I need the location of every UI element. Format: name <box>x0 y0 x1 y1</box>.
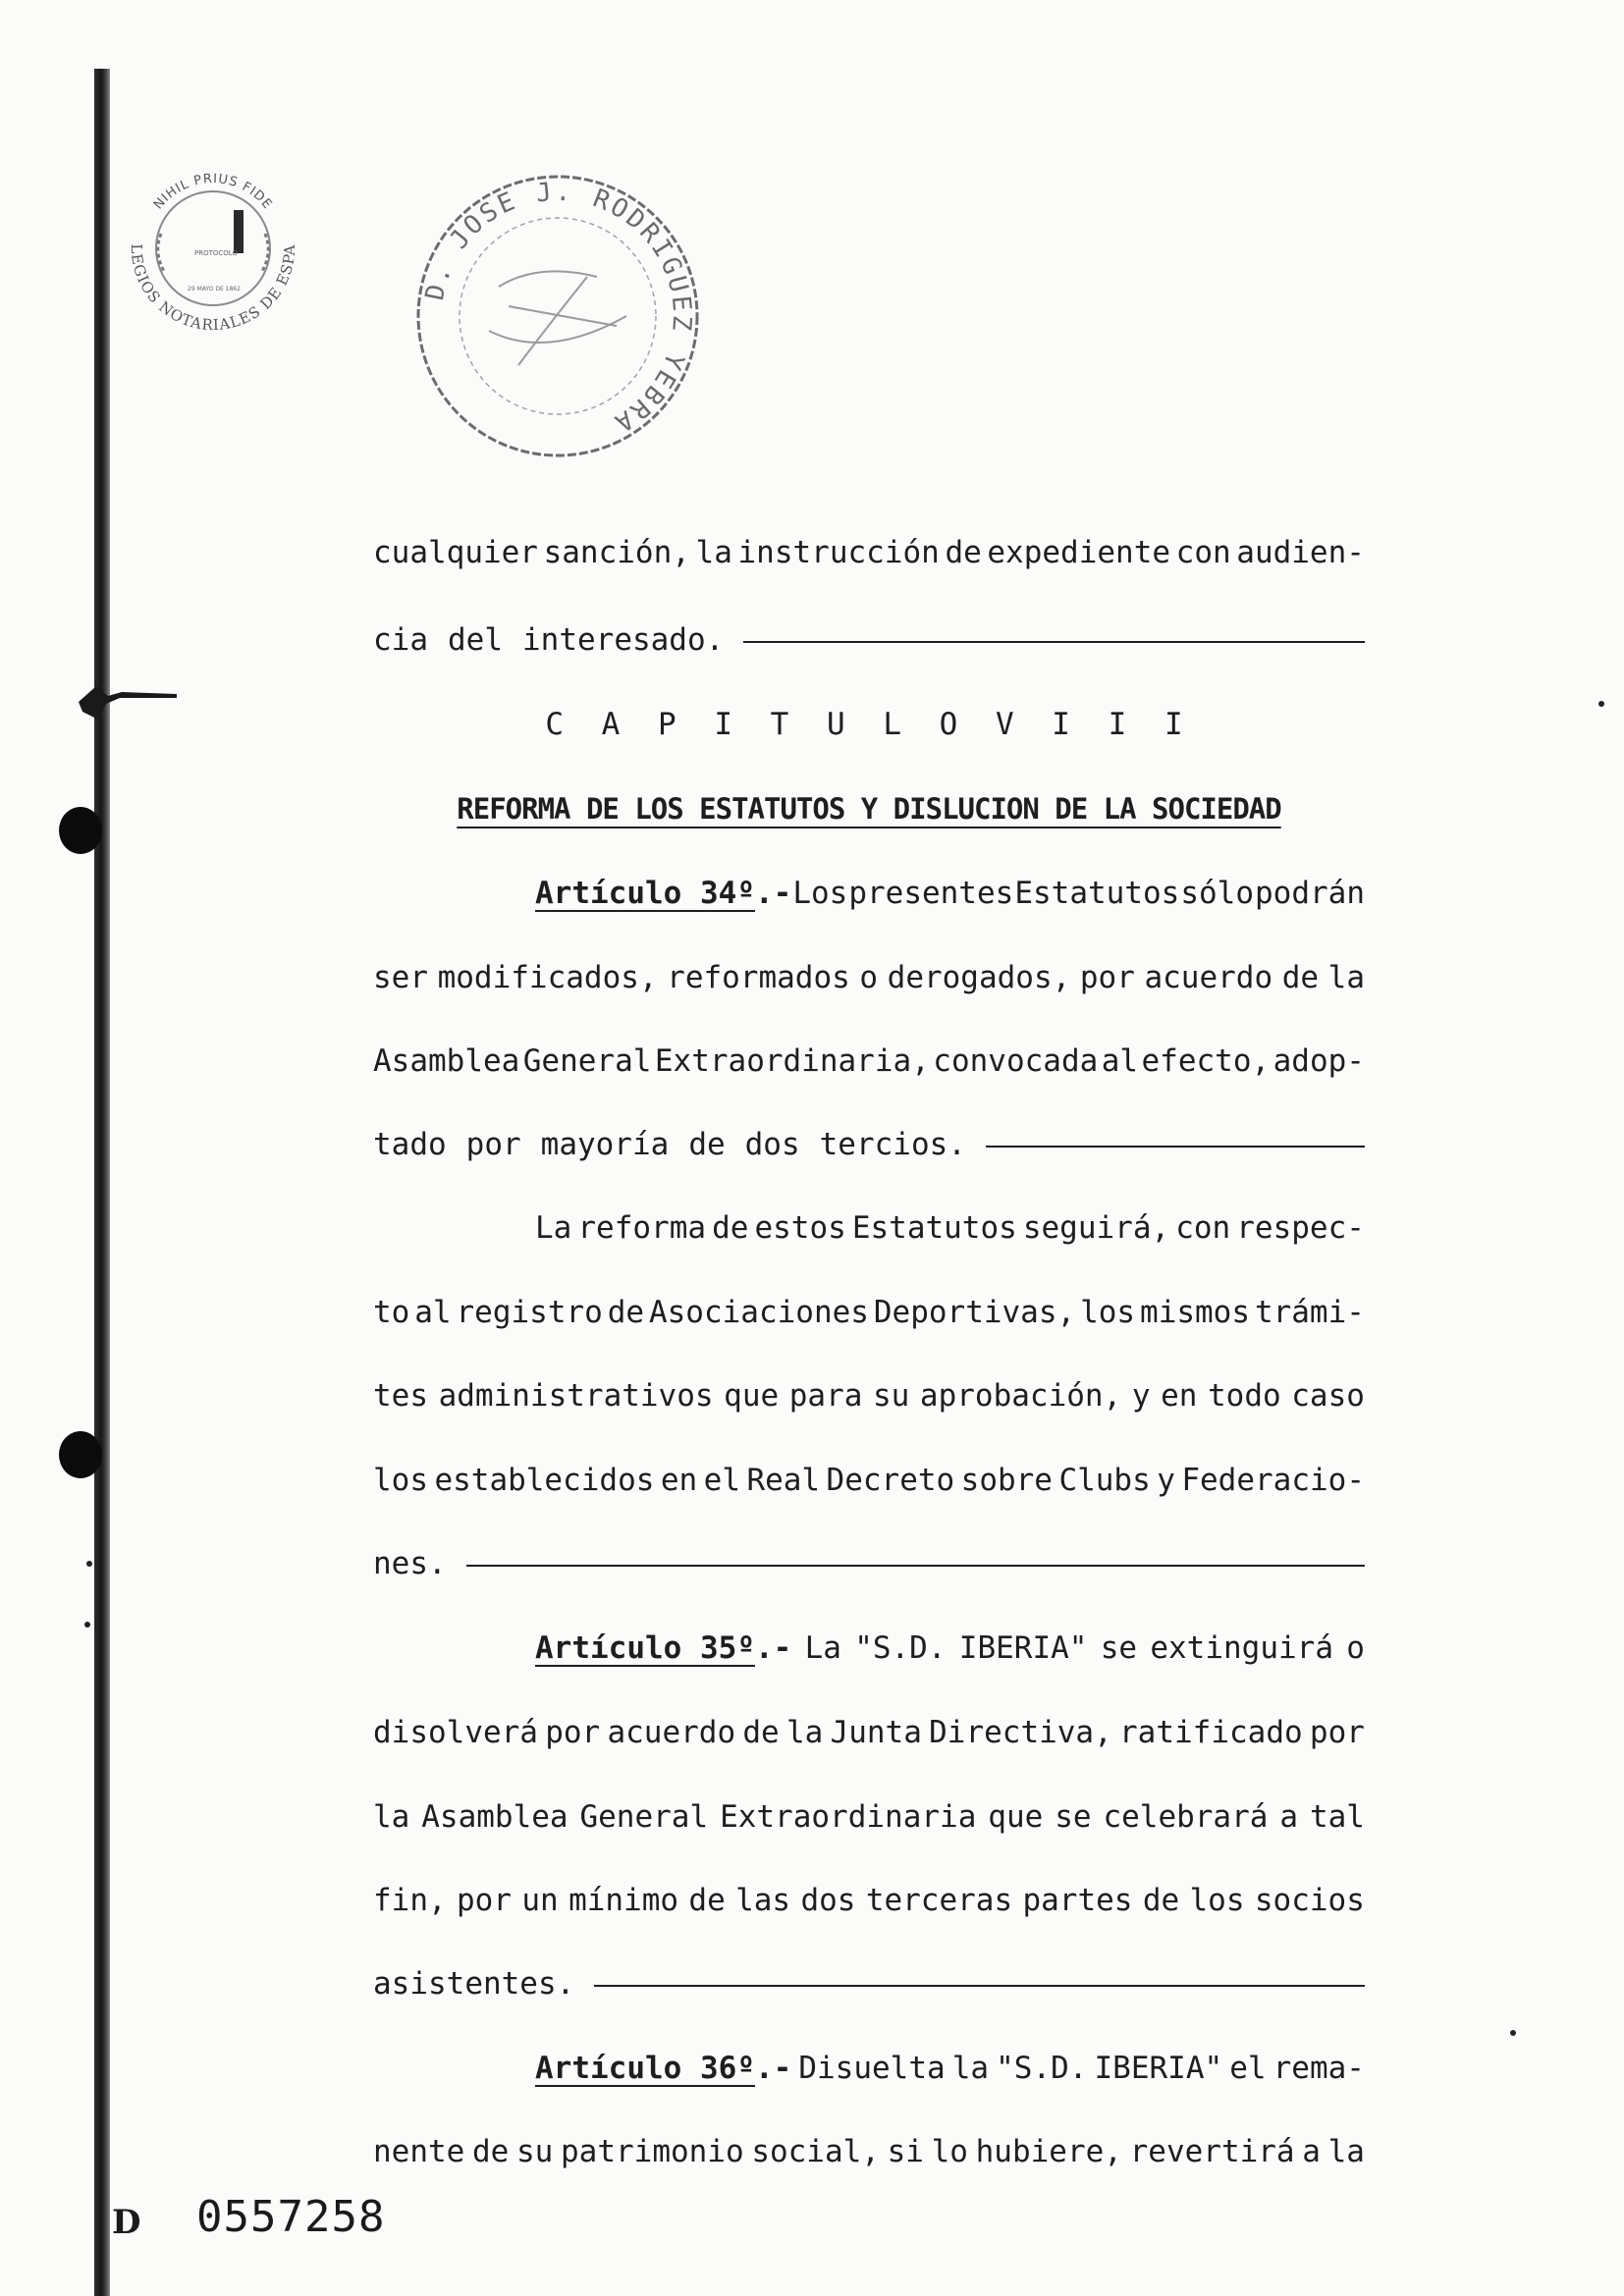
word: celebrará <box>1103 1799 1269 1835</box>
word: tal <box>1309 1799 1365 1835</box>
notarial-seal <box>110 145 316 351</box>
text-line <box>373 1876 1365 1925</box>
word: convocada <box>933 1043 1099 1079</box>
word: o <box>859 960 879 995</box>
text-line <box>373 1288 1365 1337</box>
word: interesado. <box>522 622 725 658</box>
word: estos <box>754 1210 846 1246</box>
word: rema- <box>1272 2051 1365 2086</box>
word: modificados, <box>437 960 658 995</box>
article-35-label: Artículo 35º <box>535 1630 755 1666</box>
word: social, <box>751 2134 880 2169</box>
word: de <box>688 1883 726 1918</box>
word: por <box>465 1127 521 1162</box>
word: la <box>951 2051 990 2086</box>
word: La <box>535 1210 572 1246</box>
word: su <box>873 1378 910 1414</box>
word: patrimonio <box>561 2134 744 2169</box>
word: de <box>1142 1883 1180 1918</box>
word: sólo <box>1180 876 1254 911</box>
folio-number: 0557258 <box>196 2192 386 2242</box>
text-line <box>373 1792 1365 1842</box>
word: hubiere, <box>975 2134 1122 2169</box>
word: el <box>703 1463 740 1498</box>
word: nente <box>373 2134 465 2169</box>
word: Junta <box>830 1715 922 1750</box>
word: reforma <box>577 1210 707 1246</box>
punch-hole-lower <box>59 1431 102 1478</box>
word: a <box>1279 1799 1299 1835</box>
speck <box>1510 2030 1516 2036</box>
svg-text:29 MAYO DE 1862: 29 MAYO DE 1862 <box>188 286 241 293</box>
article-36-label: Artículo 36º <box>535 2051 755 2086</box>
word: Directiva, <box>929 1715 1112 1750</box>
word: todo <box>1208 1378 1281 1414</box>
word: mayoría <box>540 1127 670 1162</box>
word: IBERIA" <box>958 1630 1088 1666</box>
chapter-heading <box>373 784 1365 833</box>
notary-stamp <box>410 169 705 463</box>
word: IBERIA" <box>1094 2051 1223 2086</box>
word: seguirá, <box>1022 1210 1170 1246</box>
word: y <box>1157 1463 1175 1498</box>
dash-fill-line <box>743 641 1365 643</box>
word: "S.D. <box>854 1630 947 1666</box>
word: del <box>448 622 503 658</box>
word: Los <box>792 876 848 911</box>
word: efecto, <box>1141 1043 1271 1079</box>
word: de <box>688 1127 726 1162</box>
word: los <box>373 1463 428 1498</box>
word: se <box>1055 1799 1092 1835</box>
text-line <box>373 1456 1365 1505</box>
text-line <box>373 2127 1365 2176</box>
word: expediente <box>987 535 1171 570</box>
word: extinguirá <box>1150 1630 1333 1666</box>
svg-text:PROTOCOLO: PROTOCOLO <box>194 249 238 257</box>
word: Asociaciones <box>648 1295 869 1330</box>
word: su <box>516 2134 554 2169</box>
word: por <box>1079 960 1135 995</box>
word: de <box>712 1210 749 1246</box>
word: aprobación, <box>919 1378 1122 1414</box>
word: por <box>1309 1715 1365 1750</box>
text-line <box>373 528 1365 577</box>
word: "S.D. <box>996 2051 1088 2086</box>
word: de <box>742 1715 780 1750</box>
text-line <box>373 953 1365 1002</box>
article-34-first-line: Artículo 34º.- Los presentes Estatutos sólo podrán <box>535 869 1365 918</box>
word: el <box>1229 2051 1267 2086</box>
word: Deportivas, <box>873 1295 1076 1330</box>
text-line <box>373 1037 1365 1086</box>
word: audien- <box>1236 535 1365 570</box>
dash-fill-line <box>466 1565 1365 1567</box>
word: Disuelta <box>798 2051 946 2086</box>
chapter-heading-text: REFORMA DE LOS ESTATUTOS Y DISLUCION DE LA SOCIEDAD <box>457 792 1281 826</box>
word: acuerdo <box>1144 960 1273 995</box>
svg-text:D. JOSE J. RODRIGUEZ YEBRA: D. JOSE J. RODRIGUEZ YEBRA <box>420 177 697 439</box>
word: lo <box>931 2134 968 2169</box>
word: General <box>522 1043 652 1079</box>
word: mínimo <box>568 1883 679 1918</box>
text-line <box>373 615 1365 665</box>
word: sobre <box>960 1463 1053 1498</box>
word: trámi- <box>1254 1295 1365 1330</box>
word: partes <box>1022 1883 1133 1918</box>
word: Asamblea <box>421 1799 568 1835</box>
word: en <box>1161 1378 1198 1414</box>
word: acuerdo <box>607 1715 736 1750</box>
word: de <box>945 535 982 570</box>
word: la <box>1327 960 1365 995</box>
word: disolverá <box>373 1715 538 1750</box>
text-line <box>373 1708 1365 1757</box>
word: ser <box>373 960 428 995</box>
dash-fill-line <box>594 1985 1365 1987</box>
word: tercios. <box>819 1127 966 1162</box>
word: registro <box>456 1295 603 1330</box>
word: cualquier <box>373 535 538 570</box>
word: para <box>788 1378 863 1414</box>
word: dos <box>744 1127 800 1162</box>
word: Real <box>746 1463 821 1498</box>
text-line <box>373 1539 1365 1588</box>
word: que <box>988 1799 1044 1835</box>
word: asistentes. <box>373 1966 575 2002</box>
word: al <box>1101 1043 1139 1079</box>
word: por <box>545 1715 601 1750</box>
word: fin, <box>373 1883 447 1918</box>
word: dos <box>800 1883 856 1918</box>
word: de <box>1281 960 1320 995</box>
word: los <box>1189 1883 1245 1918</box>
word: de <box>607 1295 645 1330</box>
word: que <box>724 1378 780 1414</box>
word: con <box>1175 535 1231 570</box>
word: Estatutos <box>851 1210 1017 1246</box>
word: to <box>373 1295 410 1330</box>
dash-fill-line <box>986 1146 1365 1148</box>
word: presentes <box>848 876 1014 911</box>
word: con <box>1175 1210 1231 1246</box>
word: la <box>1327 2134 1365 2169</box>
word: al <box>414 1295 452 1330</box>
word: respec- <box>1236 1210 1365 1246</box>
speck <box>1598 701 1604 707</box>
word: ratificado <box>1119 1715 1303 1750</box>
word: tado <box>373 1127 447 1162</box>
word: la <box>695 535 732 570</box>
word: Asamblea <box>373 1043 520 1079</box>
article-36-first-line: Artículo 36º.- Disuelta la "S.D. IBERIA" el rema- <box>535 2044 1365 2093</box>
word: la <box>785 1715 824 1750</box>
word: si <box>887 2134 924 2169</box>
svg-text:NIHIL PRIUS FIDE: NIHIL PRIUS FIDE <box>151 171 276 213</box>
word: socios <box>1254 1883 1365 1918</box>
word: un <box>521 1883 559 1918</box>
word: revertirá <box>1129 2134 1295 2169</box>
word: instrucción <box>737 535 940 570</box>
word: Decreto <box>826 1463 955 1498</box>
word: y <box>1131 1378 1151 1414</box>
word: establecidos <box>434 1463 655 1498</box>
word: Federacio- <box>1181 1463 1365 1498</box>
article-34-label: Artículo 34º <box>535 876 755 911</box>
word: cia <box>373 622 428 658</box>
speck <box>86 1561 92 1567</box>
punch-hole-upper <box>59 807 102 854</box>
text-line <box>373 1959 1365 2008</box>
speck <box>84 1622 90 1628</box>
word: terceras <box>865 1883 1013 1918</box>
word: administrativos <box>438 1378 714 1414</box>
word: Clubs <box>1058 1463 1151 1498</box>
word: reformados <box>667 960 850 995</box>
text-line <box>373 1371 1365 1420</box>
chapter-title: C A P I T U L O V I I I <box>545 707 1193 742</box>
word: nes. <box>373 1546 447 1581</box>
word: General <box>579 1799 709 1835</box>
word: se <box>1100 1630 1138 1666</box>
paper-tear-mark <box>79 682 177 721</box>
word: a <box>1302 2134 1321 2169</box>
series-letter: D <box>112 2203 141 2242</box>
word: mismos <box>1140 1295 1251 1330</box>
word: por <box>457 1883 513 1918</box>
word: las <box>735 1883 791 1918</box>
word: Estatutos <box>1014 876 1180 911</box>
word: caso <box>1291 1378 1365 1414</box>
text-line <box>373 1120 1365 1169</box>
word: sanción, <box>543 535 690 570</box>
word: La <box>804 1630 841 1666</box>
word: los <box>1080 1295 1136 1330</box>
word: adop- <box>1272 1043 1365 1079</box>
word: podrán <box>1255 876 1365 911</box>
svg-text:COLEGIOS NOTARIALES DE ESPAÑA: LEGIOS NOTARIALES DE ESPA <box>127 243 299 335</box>
article-35-first-line: Artículo 35º.- La "S.D. IBERIA" se extinguirá o <box>535 1624 1365 1673</box>
word: o <box>1346 1630 1365 1666</box>
word: Extraordinaria, <box>654 1043 930 1079</box>
word: derogados, <box>887 960 1071 995</box>
word: tes <box>373 1378 428 1414</box>
word: la <box>373 1799 410 1835</box>
word: en <box>660 1463 698 1498</box>
word: Extraordinaria <box>720 1799 977 1835</box>
text-line <box>535 1203 1365 1253</box>
binding-edge <box>94 69 110 2296</box>
word: de <box>472 2134 510 2169</box>
